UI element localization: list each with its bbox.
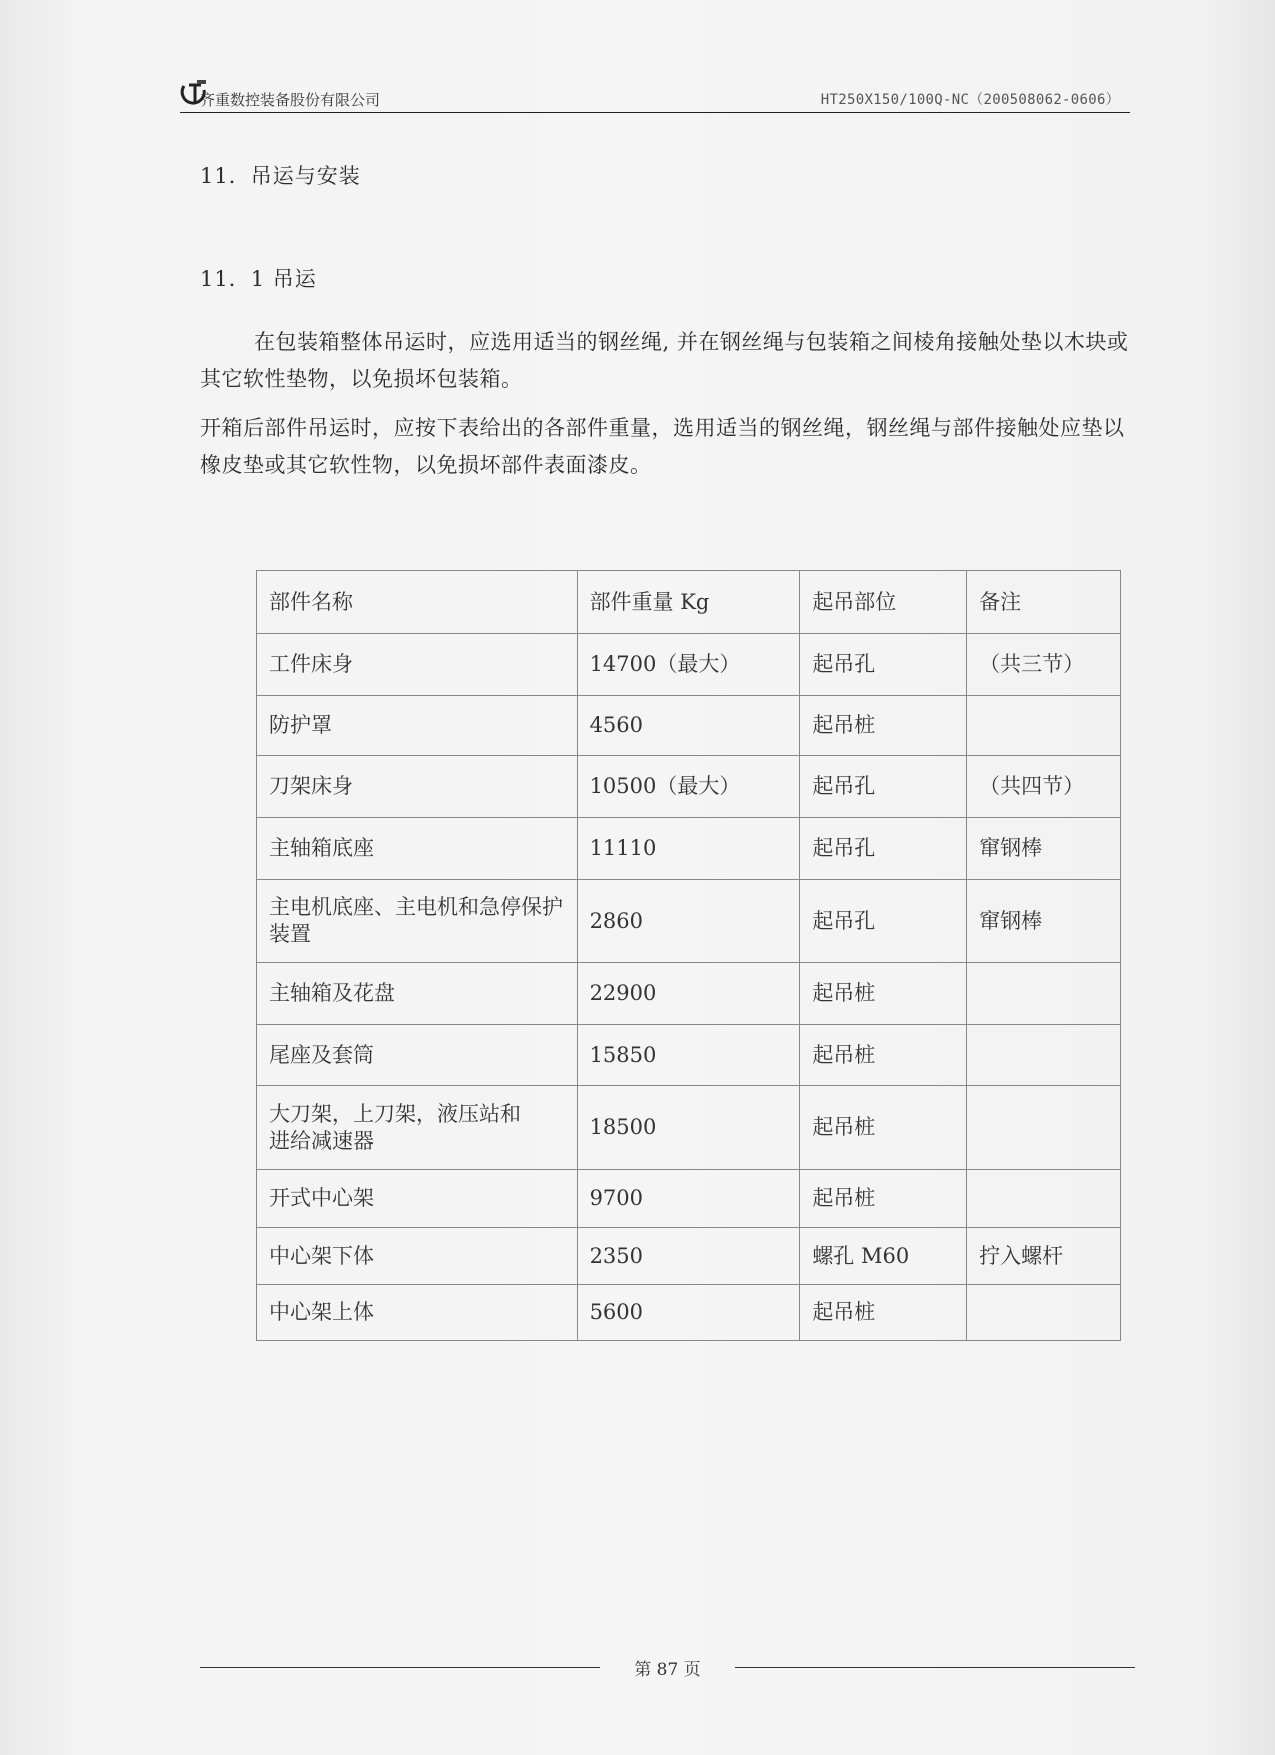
cell-lift-point: 螺孔 M60 [800,1228,967,1285]
cell-remark: （共四节） [967,756,1121,818]
cell-part-name: 大刀架，上刀架，液压站和 进给减速器 [257,1086,578,1170]
table-header-row [257,571,1121,634]
cell-part-name: 刀架床身 [257,756,578,818]
footer-divider-right [735,1667,1135,1668]
table-row [257,1228,1121,1285]
cell-lift-point: 起吊桩 [800,1170,967,1228]
cell-remark [967,963,1121,1025]
subsection-title: 11．1 吊运 [200,267,317,291]
table-row [257,1086,1121,1170]
cell-remark [967,1170,1121,1228]
parts-weight-table [256,570,1121,1341]
header-weight: 部件重量 Kg [577,571,800,634]
cell-remark [967,1285,1121,1341]
cell-lift-point: 起吊桩 [800,696,967,756]
cell-weight: 18500 [577,1086,800,1170]
cell-lift-point: 起吊桩 [800,1025,967,1086]
table-row [257,634,1121,696]
cell-lift-point: 起吊桩 [800,1285,967,1341]
cell-weight: 10500（最大） [577,756,800,818]
cell-part-name: 防护罩 [257,696,578,756]
cell-weight: 9700 [577,1170,800,1228]
table-row [257,696,1121,756]
table-row [257,1025,1121,1086]
page-number: 第 87 页 [634,1660,701,1680]
header-part-name: 部件名称 [257,571,578,634]
cell-weight: 2350 [577,1228,800,1285]
cell-weight: 5600 [577,1285,800,1341]
cell-weight: 11110 [577,818,800,880]
cell-lift-point: 起吊桩 [800,1086,967,1170]
table-row [257,818,1121,880]
cell-part-name: 中心架上体 [257,1285,578,1341]
cell-remark [967,1086,1121,1170]
section-title: 11．吊运与安装 [200,164,361,188]
cell-weight: 15850 [577,1025,800,1086]
cell-remark [967,696,1121,756]
cell-part-name: 尾座及套筒 [257,1025,578,1086]
cell-lift-point: 起吊孔 [800,756,967,818]
header-remark: 备注 [967,571,1121,634]
table-row [257,880,1121,963]
cell-lift-point: 起吊孔 [800,634,967,696]
cell-weight: 14700（最大） [577,634,800,696]
cell-part-name: 中心架下体 [257,1228,578,1285]
table-row [257,1170,1121,1228]
company-name: 齐重数控装备股份有限公司 [200,91,381,109]
cell-remark: 窜钢棒 [967,818,1121,880]
cell-part-name: 主轴箱及花盘 [257,963,578,1025]
cell-part-name: 主电机底座、主电机和急停保护装置 [257,880,578,963]
paragraph-packing: 在包装箱整体吊运时，应选用适当的钢丝绳, 并在钢丝绳与包装箱之间棱角接触处垫以木块或其它软性垫物，以免损坏包装箱。 [200,330,1129,391]
page-header [180,80,1130,113]
cell-lift-point: 起吊孔 [800,880,967,963]
table-row [257,963,1121,1025]
cell-lift-point: 起吊孔 [800,818,967,880]
table-row [257,756,1121,818]
cell-part-name: 主轴箱底座 [257,818,578,880]
cell-remark: 拧入螺杆 [967,1228,1121,1285]
footer-divider-left [200,1667,600,1668]
cell-remark: 窜钢棒 [967,880,1121,963]
document-code: HT250X150/100Q-NC（200508062-0606） [820,92,1120,108]
table-row [257,1285,1121,1341]
cell-part-name: 工件床身 [257,634,578,696]
cell-remark: （共三节） [967,634,1121,696]
paragraph-parts: 开箱后部件吊运时，应按下表给出的各部件重量，选用适当的钢丝绳，钢丝绳与部件接触处应垫以橡皮垫或其它软性物，以免损坏部件表面漆皮。 [200,416,1125,477]
cell-weight: 4560 [577,696,800,756]
cell-remark [967,1025,1121,1086]
cell-weight: 22900 [577,963,800,1025]
cell-lift-point: 起吊桩 [800,963,967,1025]
header-lift-point: 起吊部位 [800,571,967,634]
cell-part-name: 开式中心架 [257,1170,578,1228]
cell-weight: 2860 [577,880,800,963]
